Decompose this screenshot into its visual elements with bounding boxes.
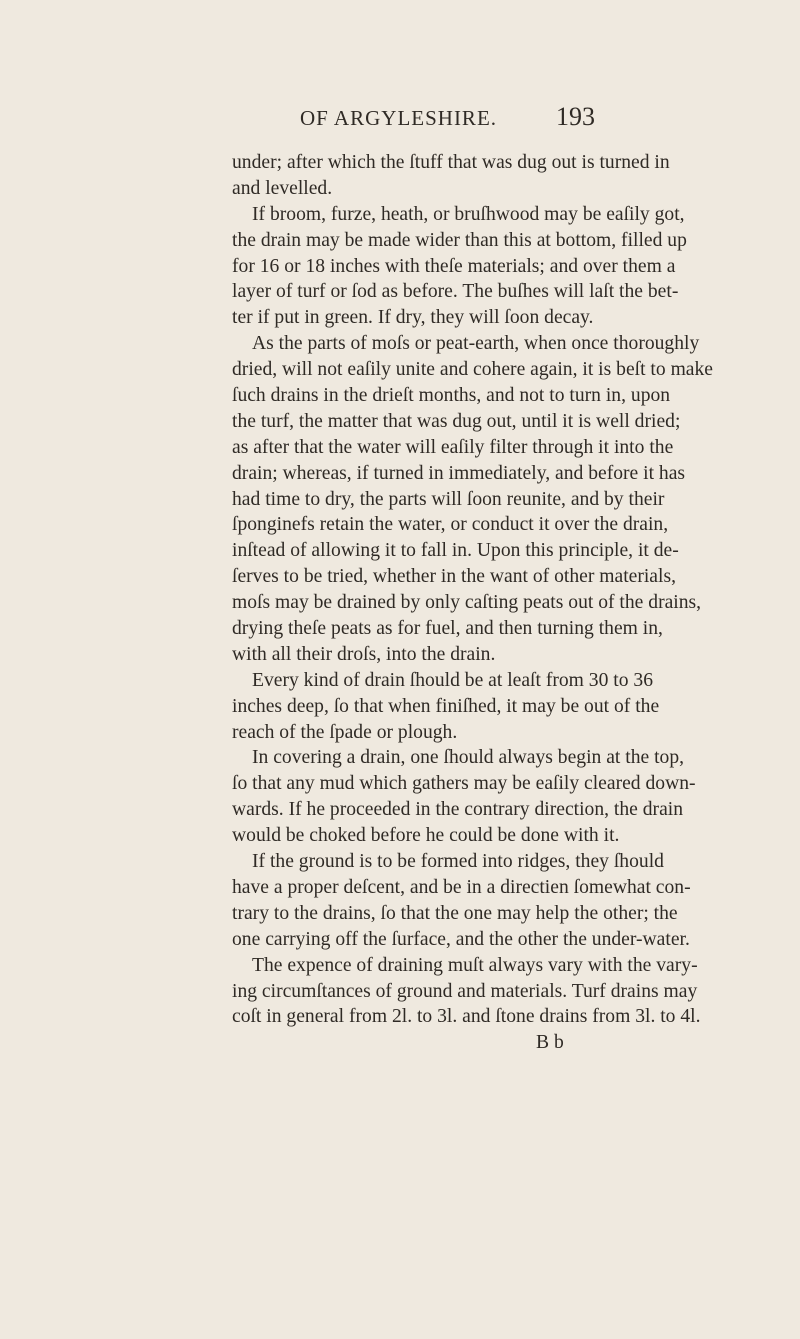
text-line: for 16 or 18 inches with theſe materials; and over them a <box>232 255 676 277</box>
body-text <box>232 150 713 1056</box>
text-line: ter if put in green. If dry, they will ſoon decay. <box>232 307 594 329</box>
text-line: Every kind of drain ſhould be at leaſt from 30 to 36 <box>252 669 654 691</box>
text-line: would be choked before he could be done with it. <box>232 825 620 847</box>
text-line: have a proper deſcent, and be in a directien ſomewhat con- <box>232 876 691 898</box>
text-line: moſs may be drained by only caſting peats out of the drains, <box>232 592 702 614</box>
page-number: 193 <box>556 102 595 131</box>
text-line: drain; whereas, if turned in immediately, and before it has <box>232 462 686 484</box>
text-line: and levelled. <box>232 177 333 199</box>
page-header <box>0 102 800 138</box>
text-line: with all their droſs, into the drain. <box>232 643 496 665</box>
text-line: dried, will not eaſily unite and cohere again, it is beſt to make <box>232 359 713 381</box>
text-line: As the parts of moſs or peat-earth, when once thoroughly <box>252 333 700 355</box>
text-line: one carrying off the ſurface, and the other the under-water. <box>232 928 690 950</box>
running-head: OF ARGYLESHIRE. <box>300 106 498 130</box>
text-line: If broom, furze, heath, or bruſhwood may be eaſily got, <box>252 203 685 225</box>
text-line: the turf, the matter that was dug out, until it is well dried; <box>232 410 681 432</box>
text-line: as after that the water will eaſily filter through it into the <box>232 436 674 458</box>
text-line: ſponginefs retain the water, or conduct it over the drain, <box>232 514 669 536</box>
text-line: the drain may be made wider than this at bottom, filled up <box>232 229 687 251</box>
text-line: coſt in general from 2l. to 3l. and ſtone drains from 3l. to 4l. <box>232 1006 701 1028</box>
text-line: reach of the ſpade or plough. <box>232 721 458 743</box>
text-line: trary to the drains, ſo that the one may help the other; the <box>232 902 678 924</box>
text-line: ing circumſtances of ground and materials. Turf drains may <box>232 980 698 1002</box>
text-line: drying theſe peats as for fuel, and then turning them in, <box>232 618 663 640</box>
text-line: In covering a drain, one ſhould always begin at the top, <box>252 747 685 769</box>
text-line: had time to dry, the parts will ſoon reunite, and by their <box>232 488 665 510</box>
text-line: wards. If he proceeded in the contrary direction, the drain <box>232 799 684 821</box>
signature-mark: B b <box>536 1032 564 1054</box>
text-line: ſuch drains in the drieſt months, and not to turn in, upon <box>232 385 671 407</box>
text-line: under; after which the ſtuff that was dug out is turned in <box>232 152 670 173</box>
text-line: inſtead of allowing it to fall in. Upon this principle, it de- <box>232 540 679 562</box>
text-line: If the ground is to be formed into ridges, they ſhould <box>252 851 664 873</box>
text-line: inches deep, ſo that when finiſhed, it may be out of the <box>232 695 660 717</box>
text-line: ſo that any mud which gathers may be eaſily cleared down- <box>232 773 696 795</box>
text-line: ſerves to be tried, whether in the want of other materials, <box>232 566 676 588</box>
text-line: The expence of draining muſt always vary with the vary- <box>252 954 698 976</box>
text-line: layer of turf or ſod as before. The buſhes will laſt the bet- <box>232 281 679 303</box>
